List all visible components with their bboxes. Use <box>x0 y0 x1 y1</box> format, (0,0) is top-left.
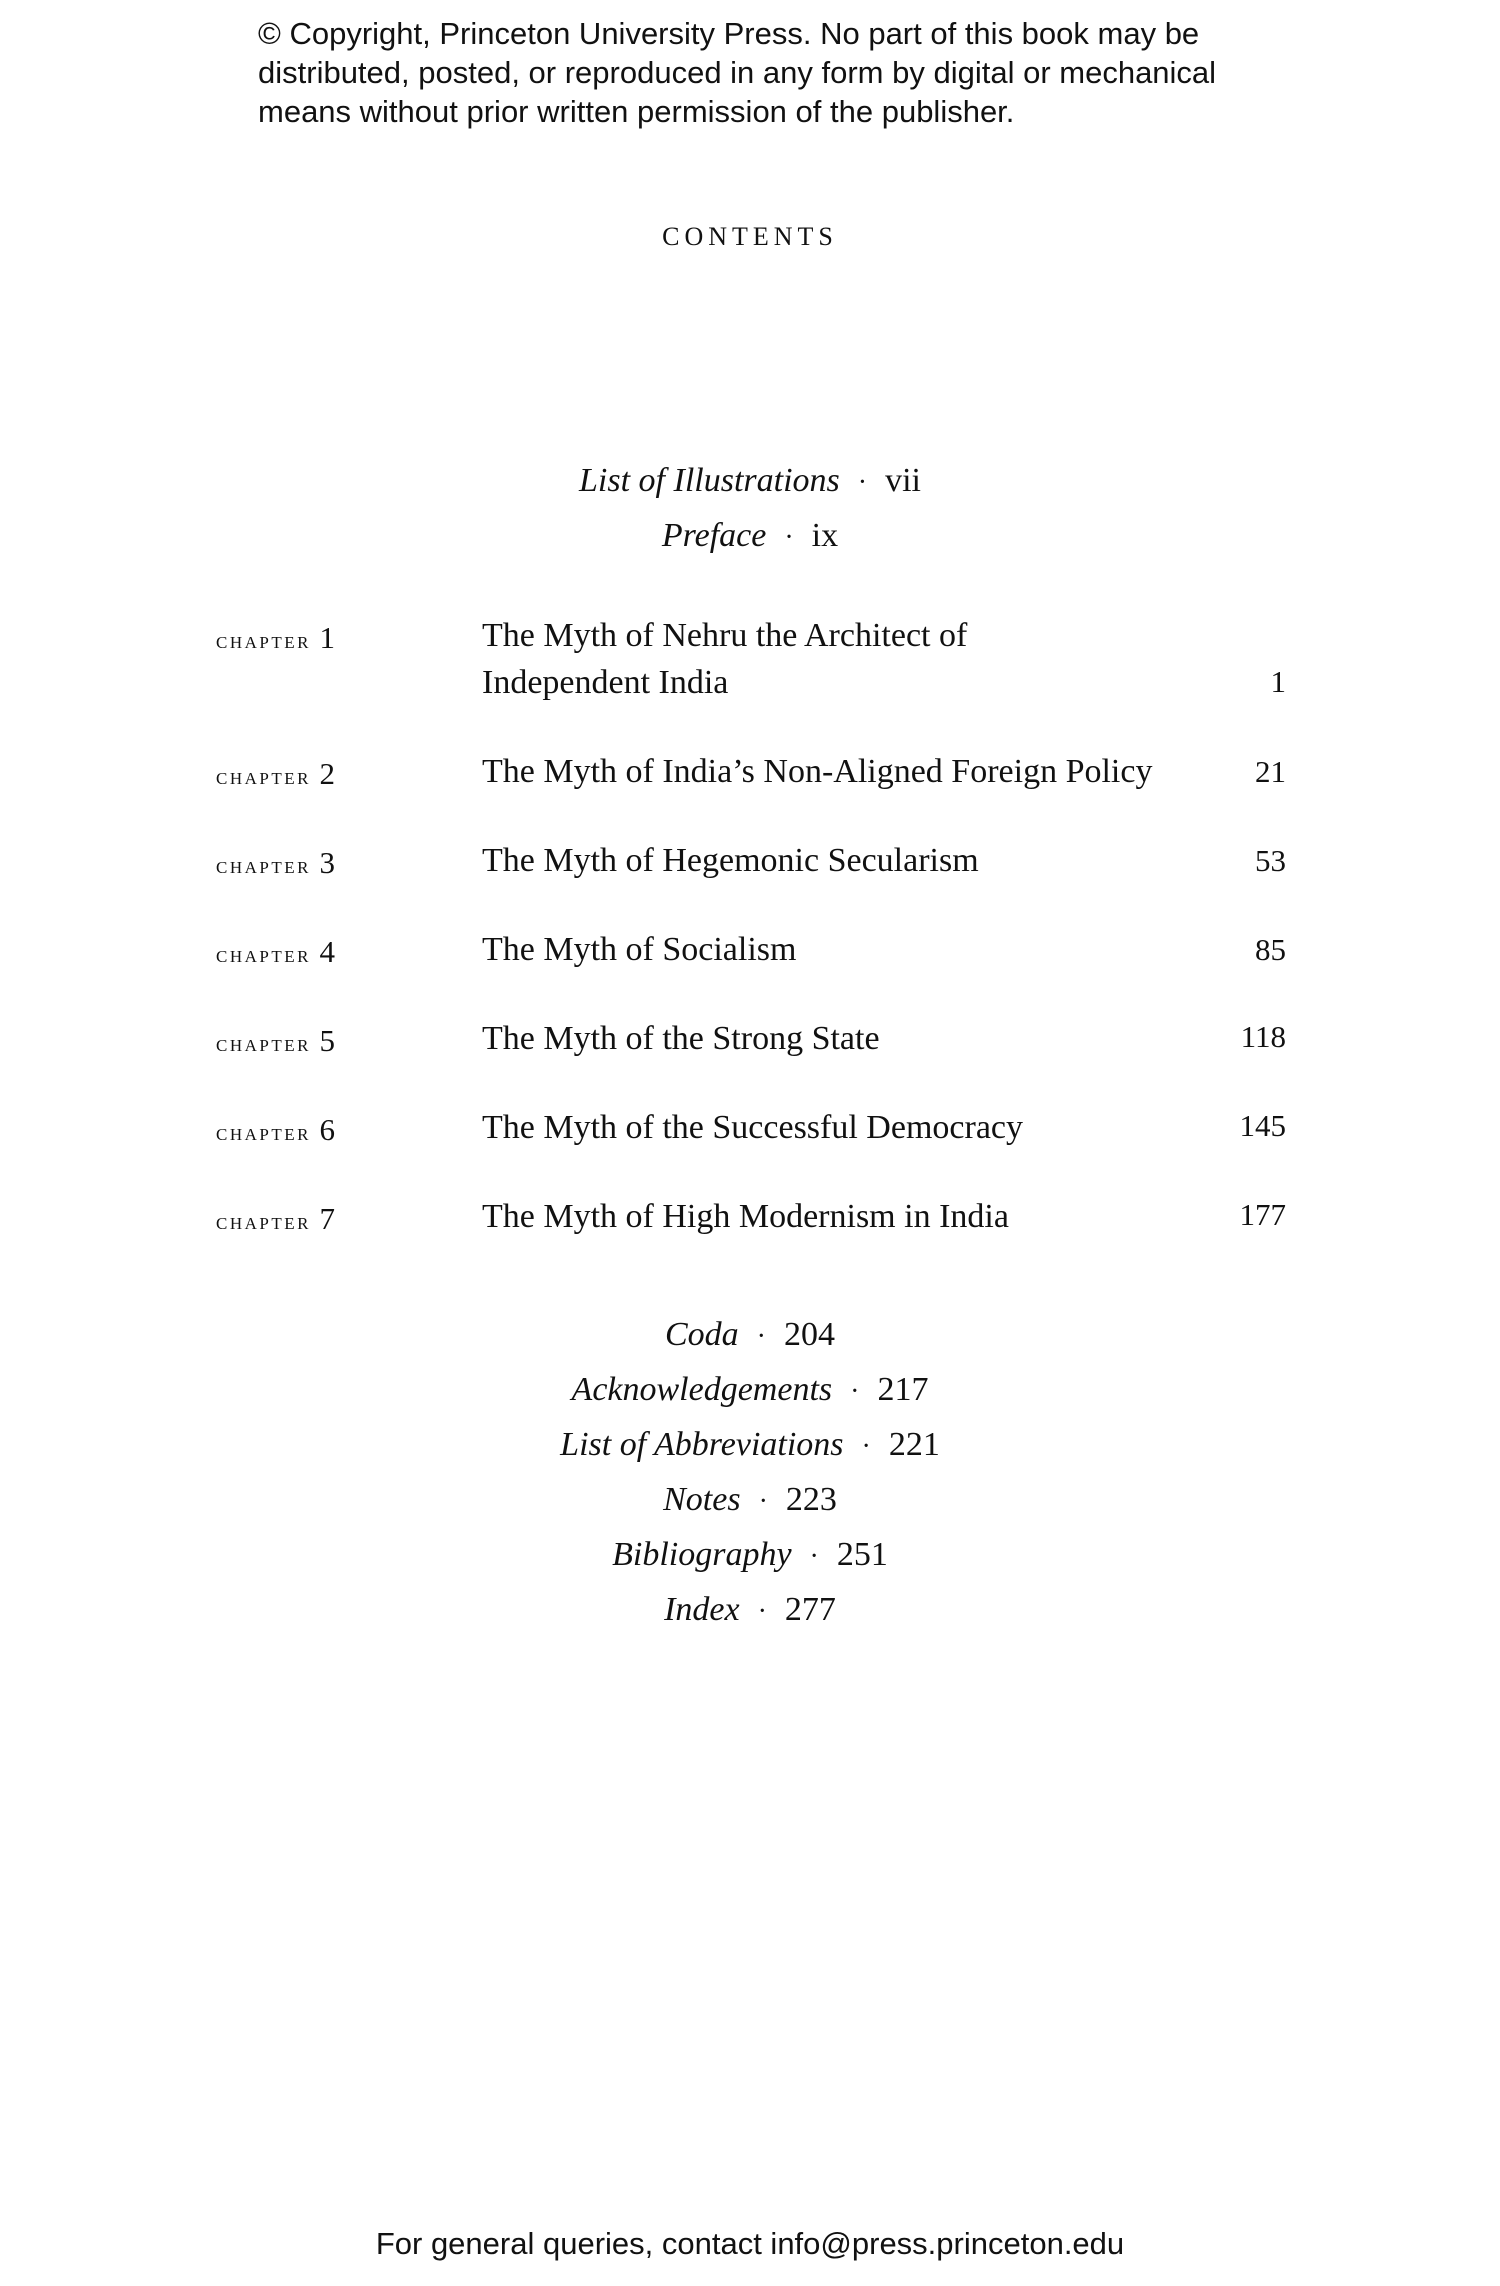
separator-dot: · <box>850 1376 860 1407</box>
chapter-page: 145 <box>1239 1108 1286 1143</box>
chapter-title: The Myth of the Strong State <box>482 1020 880 1057</box>
entry-label: List of Abbreviations <box>560 1426 844 1463</box>
toc-entry-coda[interactable] <box>0 1307 1500 1362</box>
separator-dot: · <box>861 1431 871 1462</box>
toc-entry-acknowledgements[interactable] <box>0 1362 1500 1417</box>
chapter-title: The Myth of Nehru the Architect of Independent India <box>482 617 968 701</box>
toc-entry-list-of-illustrations[interactable] <box>0 453 1500 508</box>
separator-dot: · <box>857 467 868 498</box>
copyright-line: © Copyright, Princeton University Press. No part of this book may be <box>258 16 1200 51</box>
chapter-label: chapter 3 <box>216 845 335 880</box>
chapter-title: The Myth of Hegemonic Secularism <box>482 842 979 879</box>
entry-page: ix <box>811 517 839 554</box>
chapter-page: 1 <box>1270 664 1286 699</box>
chapter-title: The Myth of High Modernism in India <box>482 1198 1009 1235</box>
entry-label: Index <box>664 1591 740 1628</box>
toc-entry-bibliography[interactable] <box>0 1527 1500 1582</box>
entry-page: 221 <box>888 1426 940 1463</box>
chapter-title: The Myth of Socialism <box>482 931 797 968</box>
separator-dot: · <box>784 522 794 553</box>
separator-dot: · <box>756 1321 766 1352</box>
toc-entry-notes[interactable] <box>0 1472 1500 1527</box>
entry-page: 277 <box>784 1591 836 1628</box>
chapter-page: 21 <box>1255 754 1286 789</box>
chapter-label: chapter 2 <box>216 756 335 791</box>
entry-page: 217 <box>877 1371 929 1408</box>
chapter-label: chapter 4 <box>216 934 335 969</box>
toc-entry-index[interactable] <box>0 1582 1500 1637</box>
entry-label: Acknowledgements <box>571 1371 833 1408</box>
copyright-line: distributed, posted, or reproduced in any form by digital or mechanical <box>258 55 1217 90</box>
entry-label: Bibliography <box>612 1536 792 1573</box>
footer-contact: For general queries, contact info@press.princeton.edu <box>375 2226 1125 2261</box>
separator-dot: · <box>757 1596 767 1627</box>
entry-label: Preface <box>661 517 767 554</box>
entry-label: Coda <box>664 1316 739 1353</box>
entry-page: 251 <box>836 1536 888 1573</box>
chapter-page: 53 <box>1255 843 1286 878</box>
chapter-page: 118 <box>1240 1019 1286 1054</box>
chapter-label: chapter 6 <box>216 1112 335 1147</box>
entry-label: List of Illustrations <box>579 462 840 499</box>
chapter-label: chapter 5 <box>216 1023 335 1058</box>
entry-page: 223 <box>785 1481 837 1518</box>
toc-entry-list-of-abbreviations[interactable] <box>0 1417 1500 1472</box>
chapter-label: chapter 1 <box>216 620 335 655</box>
copyright-line: means without prior written permission of the publisher. <box>258 94 1015 129</box>
copyright-notice <box>258 14 1298 131</box>
chapter-title: The Myth of India’s Non-Aligned Foreign Policy <box>482 753 1153 790</box>
chapter-page: 177 <box>1239 1197 1286 1232</box>
separator-dot: · <box>758 1486 768 1517</box>
entry-label: Notes <box>663 1481 741 1518</box>
front-matter-list <box>0 453 1500 563</box>
separator-dot: · <box>809 1541 819 1572</box>
page-title: CONTENTS <box>662 222 838 251</box>
chapter-label: chapter 7 <box>216 1201 335 1236</box>
toc-entry-preface[interactable] <box>0 508 1500 563</box>
back-matter-list <box>0 1307 1500 1637</box>
entry-page: 204 <box>784 1316 835 1353</box>
chapter-title: The Myth of the Successful Democracy <box>482 1109 1023 1146</box>
entry-page: vii <box>885 462 921 499</box>
chapter-page: 85 <box>1255 932 1286 967</box>
